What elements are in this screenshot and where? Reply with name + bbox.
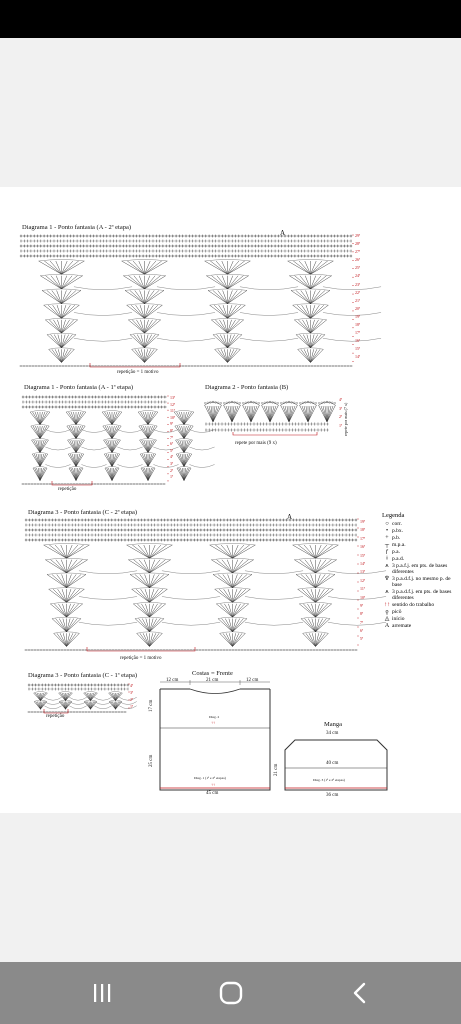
legend-text: arremate xyxy=(392,623,412,629)
costas-side-top: 17 cm xyxy=(149,699,154,712)
costas-bottom: 45 cm xyxy=(206,791,219,796)
legend-symbol-icon: A xyxy=(384,623,390,629)
legend-symbol-icon: ⩚ xyxy=(385,563,389,569)
legend-item xyxy=(382,556,460,562)
row-label: 13ª xyxy=(170,395,176,400)
row-label: 9ª xyxy=(360,602,364,608)
costas-title: Costas = Frente xyxy=(192,670,233,677)
row-label: 14ª xyxy=(355,354,361,360)
legend-text: sentido do trabalho xyxy=(392,602,435,608)
costas-lower-direction-icon: ↑↑ xyxy=(211,782,215,787)
legend-symbol-icon: • xyxy=(385,528,389,534)
legend-text: início xyxy=(392,616,405,622)
diag2-b-repeat: repete por mais (9 x) xyxy=(235,441,277,446)
row-label: 8ª xyxy=(170,427,174,433)
row-label: 1ª xyxy=(339,422,343,428)
diag3-c1-row-labels xyxy=(130,684,133,712)
navigation-bar xyxy=(0,962,461,1024)
legend-item xyxy=(382,623,460,629)
row-label: 22ª xyxy=(355,289,361,295)
diag1-a2-chart xyxy=(20,229,352,368)
row-label: 19ª xyxy=(360,519,366,524)
row-label: 25ª xyxy=(355,265,361,271)
row-label: 7ª xyxy=(170,434,174,440)
row-label: 4ª xyxy=(170,454,174,460)
svg-text:A: A xyxy=(287,513,293,521)
row-label: 12ª xyxy=(170,401,176,407)
diag2-b-chart xyxy=(197,394,337,438)
legend-symbol-icon: ⩚ xyxy=(385,589,389,595)
diag1-a1-repeat: repetição xyxy=(58,487,77,492)
costas-work-direction-icon: ↑↑ xyxy=(211,720,215,725)
row-label: 1ª xyxy=(170,474,174,480)
back-button[interactable] xyxy=(320,962,400,1024)
row-label: 24ª xyxy=(355,273,361,279)
row-label: 18ª xyxy=(355,322,361,328)
home-button[interactable] xyxy=(191,962,271,1024)
legend-item xyxy=(382,609,460,615)
legend-text: p.bx. xyxy=(392,528,403,534)
legend-symbol-icon: ┬ xyxy=(384,542,390,548)
legend-symbol-icon: ○ xyxy=(385,521,389,527)
row-label: 16ª xyxy=(355,338,361,344)
legend-text: p.b. xyxy=(392,535,401,541)
costas-top-left: 12 cm xyxy=(166,678,179,683)
legend-item xyxy=(382,542,460,548)
manga-side: 21 cm xyxy=(274,763,279,776)
legend-text: m.p.a. xyxy=(392,542,406,548)
row-label: 5ª xyxy=(360,636,364,642)
legend-symbol-icon: ǂ xyxy=(386,556,388,562)
legend-item xyxy=(382,549,460,555)
recent-apps-icon xyxy=(91,982,113,1004)
diag3-c1-chart xyxy=(28,682,128,714)
row-label: 2ª xyxy=(130,697,134,702)
diag2-b-row-labels xyxy=(339,398,342,432)
diag3-c1-title: Diagrama 3 - Ponto fantasia (C - 1ª etapa) xyxy=(28,672,138,679)
diag3-c2-row-labels xyxy=(360,520,365,646)
row-label: 13ª xyxy=(360,569,366,575)
legend xyxy=(382,512,460,630)
legend-item xyxy=(382,589,460,601)
diag1-a2-repeat: repetição = 1 motivo xyxy=(117,370,159,375)
back-icon xyxy=(349,982,371,1004)
status-bar xyxy=(0,0,461,38)
legend-text: p.a. xyxy=(392,549,400,555)
row-label: 1ª xyxy=(130,704,134,709)
row-label: 19ª xyxy=(355,313,361,319)
diag3-c2-title: Diagrama 3 - Ponto fantasia (C - 2ª etapa) xyxy=(28,509,138,516)
row-label: 29ª xyxy=(355,233,361,238)
row-label: 23ª xyxy=(355,281,361,287)
legend-text: 3 p.a.d.f.j. no mesmo p. de base xyxy=(392,576,451,588)
legend-text: corr. xyxy=(392,521,402,527)
diag1-a2-row-labels xyxy=(355,234,360,364)
row-label: 16ª xyxy=(360,544,366,550)
row-label: 27ª xyxy=(355,249,361,255)
diag2-b-title: Diagrama 2 - Ponto fantasia (B) xyxy=(205,384,289,391)
manga-diag: Diag. 3 (1ª e 2ª etapas) xyxy=(313,778,345,782)
legend-title: Legenda xyxy=(382,512,405,519)
diag1-a1-row-labels xyxy=(170,396,175,482)
legend-symbol-icon: ϙ xyxy=(385,609,389,615)
legend-symbol-icon: + xyxy=(385,535,389,541)
row-label: 28ª xyxy=(355,241,361,247)
row-label: 15ª xyxy=(360,552,366,558)
recent-apps-button[interactable] xyxy=(62,962,142,1024)
row-label: 15ª xyxy=(355,346,361,352)
diag1-a1-title: Diagrama 1 - Ponto fantasia (A - 1ª etapa) xyxy=(24,384,134,391)
row-label: 3ª xyxy=(339,405,343,411)
row-label: 18ª xyxy=(360,527,366,533)
manga-bottom: 36 cm xyxy=(326,793,339,798)
row-label: 2ª xyxy=(170,467,174,473)
row-label: 2ª xyxy=(339,414,343,419)
manga-top: 34 cm xyxy=(326,731,339,736)
legend-item xyxy=(382,521,460,527)
home-icon xyxy=(218,980,244,1006)
costas-side-bottom: 25 cm xyxy=(149,754,154,767)
row-label: 3ª xyxy=(130,690,134,695)
costas-top-mid: 21 cm xyxy=(206,678,219,683)
row-label: 11ª xyxy=(360,586,365,592)
diag3-c1-repeat: repetição xyxy=(46,714,65,719)
row-label: 10ª xyxy=(170,414,176,420)
diag3-c2-chart xyxy=(25,513,357,652)
legend-item xyxy=(382,528,460,534)
row-label: 9ª xyxy=(170,421,174,427)
row-label: 26ª xyxy=(355,257,361,263)
legend-text: picô xyxy=(392,609,402,615)
row-label: 3ª xyxy=(170,460,174,466)
manga-mid: 40 cm xyxy=(326,761,339,766)
diag3-c2-repeat: repetição = 1 motivo xyxy=(120,656,162,661)
diag1-a2-title: Diagrama 1 - Ponto fantasia (A - 2ª etapa) xyxy=(22,224,132,231)
diag1-a1-chart xyxy=(22,394,167,486)
legend-item xyxy=(382,535,460,541)
legend-text: p.a.d. xyxy=(392,556,405,562)
row-label: 8ª xyxy=(360,611,364,617)
costas-diag-lower: Diag. 1 (1ª e 2ª etapas) xyxy=(194,776,226,780)
legend-item xyxy=(382,576,460,588)
row-label: 4ª xyxy=(339,397,343,402)
row-label: 11ª xyxy=(170,408,175,414)
row-label: 12ª xyxy=(360,577,366,583)
row-label: 6ª xyxy=(360,628,364,634)
legend-item xyxy=(382,563,460,575)
costas-diag-upper: Diag. 2 xyxy=(209,715,220,719)
legend-text: 3 p.a.d.f.j. em pts. de bases diferentes xyxy=(392,589,452,601)
row-label: 14ª xyxy=(360,560,366,566)
legend-symbol-icon: ↑↑ xyxy=(384,602,390,608)
legend-item xyxy=(382,602,460,608)
row-label: 5ª xyxy=(170,447,174,453)
legend-symbol-icon: ♆ xyxy=(384,576,390,582)
row-label: 17ª xyxy=(355,330,361,336)
row-label: 17ª xyxy=(360,535,366,541)
legend-text: 3 p.a.f.j. em pts. de bases diferentes xyxy=(392,563,448,575)
legend-symbol-icon: ƒ xyxy=(385,549,389,555)
svg-text:A: A xyxy=(280,229,286,237)
legend-symbol-icon: ◬ xyxy=(384,616,390,622)
row-label: 20ª xyxy=(355,305,361,311)
row-label: 10ª xyxy=(360,594,366,600)
manga-title: Manga xyxy=(324,721,343,728)
legend-item xyxy=(382,616,460,622)
row-label: 21ª xyxy=(355,297,361,303)
row-label: 7ª xyxy=(360,619,364,625)
row-label: 4ª xyxy=(130,683,134,688)
costas-top-right: 12 cm xyxy=(246,678,259,683)
diag2-b-side-note: repete por mais (7 x) xyxy=(343,402,348,436)
row-label: 6ª xyxy=(170,441,174,447)
